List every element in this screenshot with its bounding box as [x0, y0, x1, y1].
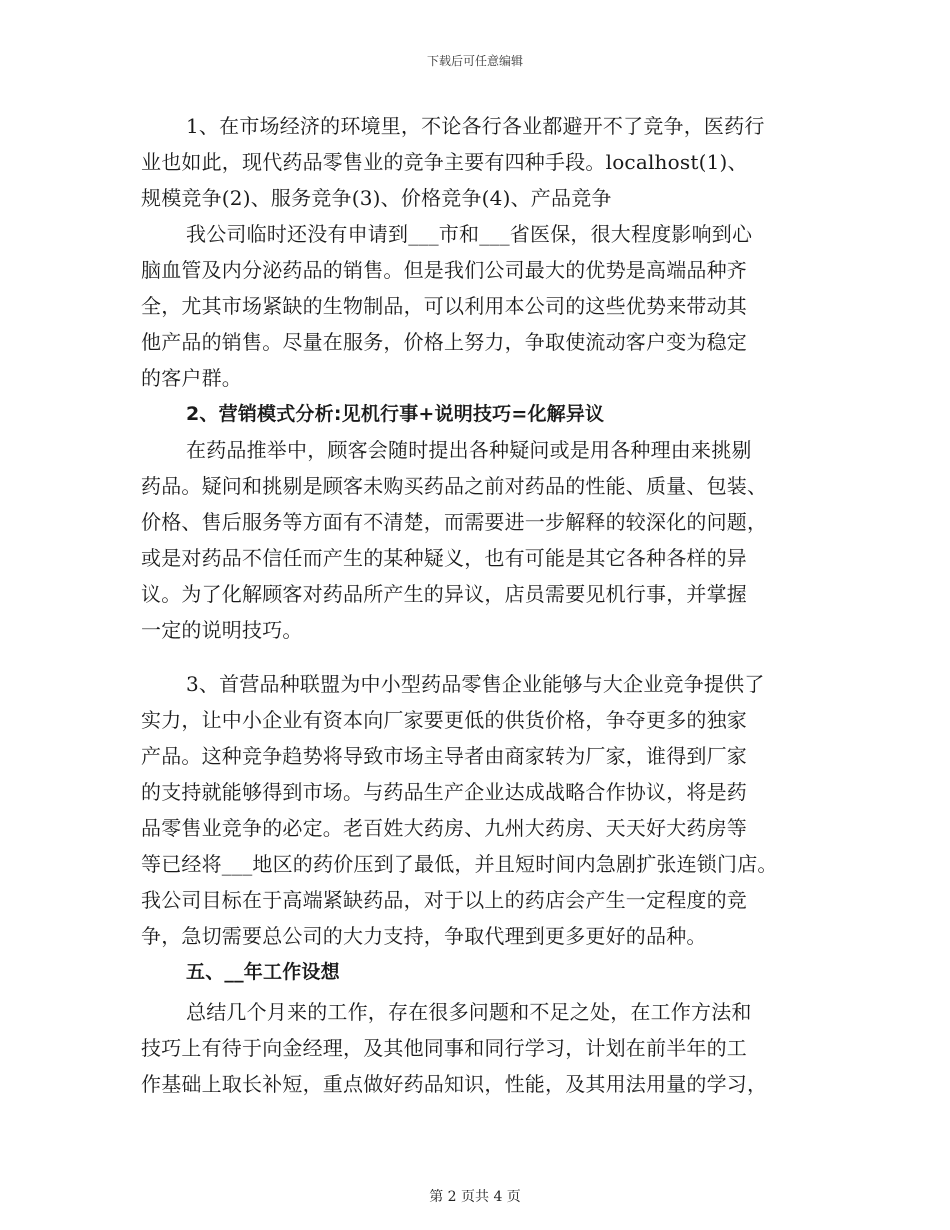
- text-line: 产品。这种竞争趋势将导致市场主导者由商家转为厂家，谁得到厂家: [141, 744, 747, 768]
- text-line: 总结几个月来的工作，存在很多问题和不足之处，在工作方法和: [186, 1000, 752, 1024]
- text-line: 或是对药品不信任而产生的某种疑义，也有可能是其它各种各样的异: [141, 546, 747, 570]
- text-line: 的支持就能够得到市场。与药品生产企业达成战略合作协议，将是药: [141, 780, 747, 804]
- text-line: 我公司临时还没有申请到___市和___省医保，很大程度影响到心: [186, 222, 753, 246]
- text-line: 全，尤其市场紧缺的生物制品，可以利用本公司的这些优势来带动其: [141, 294, 747, 318]
- text-line: 实力，让中小企业有资本向厂家要更低的供货价格，争夺更多的独家: [141, 708, 747, 732]
- page-header: 下载后可任意编辑: [426, 54, 523, 68]
- text-line: 他产品的销售。尽量在服务，价格上努力，争取使流动客户变为稳定: [141, 330, 747, 354]
- text-line: 争，急切需要总公司的大力支持，争取代理到更多更好的品种。: [141, 924, 707, 948]
- text-line: 3、首营品种联盟为中小型药品零售企业能够与大企业竞争提供了: [186, 672, 765, 696]
- section-heading: 2、营销模式分析:见机行事+说明技巧=化解异议: [186, 403, 605, 425]
- text-line: 我公司目标在于高端紧缺药品，对于以上的药店会产生一定程度的竞: [141, 888, 747, 912]
- text-line: 业也如此，现代药品零售业的竞争主要有四种手段。localhost(1)、: [141, 150, 748, 174]
- section-heading: 五、__年工作设想: [186, 961, 340, 983]
- text-line: 品零售业竞争的必定。老百姓大药房、九州大药房、天天好大药房等: [141, 816, 747, 840]
- text-line: 的客户群。: [141, 366, 242, 390]
- text-line: 一定的说明技巧。: [141, 618, 303, 642]
- text-line: 作基础上取长补短，重点做好药品知识，性能，及其用法用量的学习，: [141, 1072, 768, 1096]
- text-line: 技巧上有待于向金经理，及其他同事和同行学习，计划在前半年的工: [141, 1036, 747, 1060]
- text-line: 在药品推举中，顾客会随时提出各种疑问或是用各种理由来挑剔: [186, 438, 752, 462]
- text-line: 议。为了化解顾客对药品所产生的异议，店员需要见机行事，并掌握: [141, 582, 747, 606]
- text-line: 价格、售后服务等方面有不清楚，而需要进一步解释的较深化的问题，: [141, 510, 768, 534]
- text-line: 等已经将___地区的药价压到了最低，并且短时间内急剧扩张连锁门店。: [141, 852, 778, 876]
- text-line: 脑血管及内分泌药品的销售。但是我们公司最大的优势是高端品种齐: [141, 258, 747, 282]
- text-line: 规模竞争(2)、服务竞争(3)、价格竞争(4)、产品竞争: [141, 186, 612, 210]
- page-footer: 第 2 页共 4 页: [429, 1189, 521, 1205]
- text-line: 1、在市场经济的环境里，不论各行各业都避开不了竞争，医药行: [186, 114, 765, 138]
- text-line: 药品。疑问和挑剔是顾客未购买药品之前对药品的性能、质量、包装、: [141, 474, 768, 498]
